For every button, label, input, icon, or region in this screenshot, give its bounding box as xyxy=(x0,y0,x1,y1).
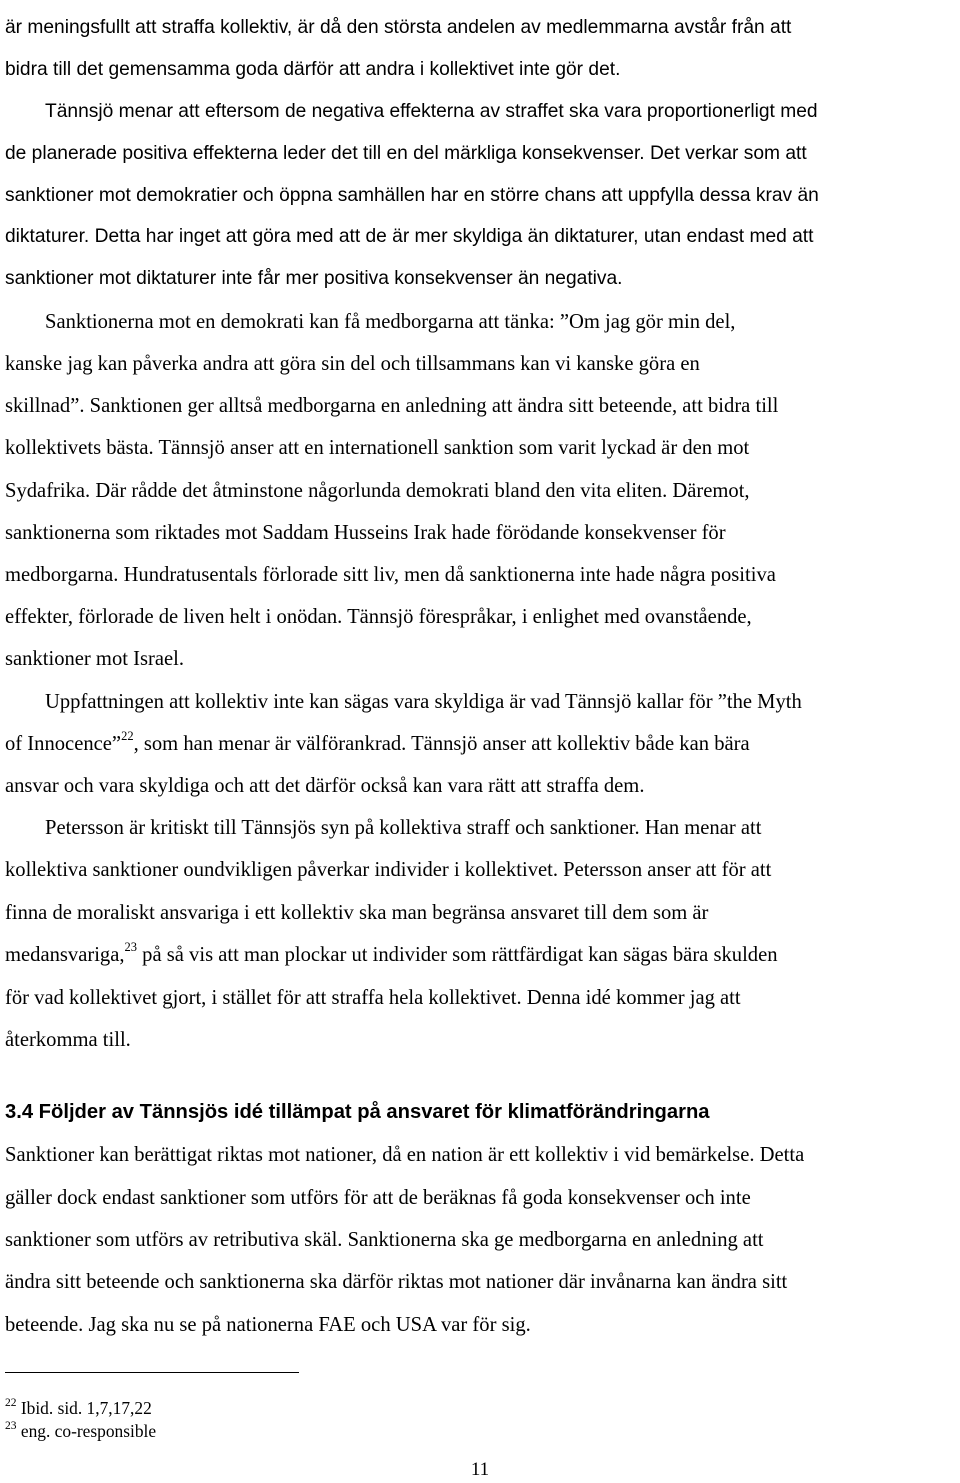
body-line xyxy=(5,563,776,587)
section-line: sanktioner som utförs av retributiva skäl. Sanktionerna ska ge medborgarna en anledning att xyxy=(5,1229,764,1251)
body-line xyxy=(5,858,771,882)
body-line xyxy=(45,690,802,714)
line-text: Petersson är kritiskt till Tännsjös syn på kollektiva straff och sanktioner. Han menar att xyxy=(45,817,762,839)
line-text: ansvar och vara skyldiga och att det därför också kan vara rätt att straffa dem. xyxy=(5,775,645,797)
line-text: kollektiva sanktioner oundvikligen påverkar individer i kollektivet. Petersson anser att för att xyxy=(5,859,772,881)
body-line xyxy=(5,352,700,376)
section-line: beteende. Jag ska nu se på nationerna FAE och USA var för sig. xyxy=(5,1314,531,1336)
line-text: sanktioner mot diktaturer inte får mer positiva konsekvenser än negativa. xyxy=(5,268,623,289)
line-text: skillnad”. Sanktionen ger alltså medborgarna en anledning att ändra sitt beteende, att bidra till xyxy=(5,395,779,417)
line-text: kanske jag kan påverka andra att göra sin del och tillsammans kan vi kanske göra en xyxy=(5,353,700,375)
body-line xyxy=(45,100,818,124)
footnote-number: 23 xyxy=(5,1420,17,1433)
line-text: finna de moraliskt ansvariga i ett kollektiv ska man begränsa ansvaret till dem som är xyxy=(5,902,709,924)
body-line xyxy=(5,267,623,291)
page-number: 11 xyxy=(470,1459,490,1480)
line-text: Sanktionerna mot en demokrati kan få medborgarna att tänka: ”Om jag gör min del, xyxy=(45,311,736,333)
body-line xyxy=(45,310,735,334)
line-text: för vad kollektivet gjort, i stället för att straffa hela kollektivet. Denna idé kommer jag att xyxy=(5,987,741,1009)
body-line xyxy=(5,479,750,503)
line-text: of Innocence” xyxy=(5,733,122,755)
body-line xyxy=(5,16,791,40)
body-line xyxy=(5,647,184,671)
line-text-continued: , som han menar är välförankrad. Tännsjö anser att kollektiv både kan bära xyxy=(133,733,750,755)
footnote xyxy=(5,1398,152,1418)
body-line xyxy=(5,774,644,798)
section-line: gäller dock endast sanktioner som utförs för att de beräknas få goda konsekvenser och inte xyxy=(5,1187,751,1209)
body-line xyxy=(45,816,761,840)
line-text: medborgarna. Hundratusentals förlorade sitt liv, men då sanktionerna inte hade några positiva xyxy=(5,564,776,586)
line-text: sanktionerna som riktades mot Saddam Husseins Irak hade förödande konsekvenser för xyxy=(5,522,726,544)
line-text: sanktioner mot Israel. xyxy=(5,648,184,670)
line-text: medansvariga, xyxy=(5,944,125,966)
body-line xyxy=(5,142,807,166)
body-line xyxy=(5,521,726,545)
line-text: kollektivets bästa. Tännsjö anser att en internationell sanktion som varit lyckad är den mot xyxy=(5,437,750,459)
line-text-continued: på så vis att man plockar ut individer som rättfärdigat kan sägas bära skulden xyxy=(137,944,778,966)
body-line xyxy=(5,225,813,249)
footnote-number: 22 xyxy=(5,1397,17,1410)
section-line: ändra sitt beteende och sanktionerna ska därför riktas mot nationer där invånarna kan ändra sitt xyxy=(5,1271,788,1293)
body-line xyxy=(5,184,819,208)
line-text: är meningsfullt att straffa kollektiv, är då den största andelen av medlemmarna avstår från att xyxy=(5,17,792,38)
body-line xyxy=(5,605,752,629)
line-text: sanktioner mot demokratier och öppna samhällen har en större chans att uppfylla dessa krav än xyxy=(5,185,819,206)
body-line xyxy=(5,58,620,82)
footnote-separator xyxy=(5,1372,299,1373)
body-line xyxy=(5,436,749,460)
body-line xyxy=(5,940,778,967)
line-text: återkomma till. xyxy=(5,1029,131,1051)
line-text: Tännsjö menar att eftersom de negativa effekterna av straffet ska vara proportionerligt med xyxy=(45,101,818,122)
footnote-ref: 22 xyxy=(121,729,134,744)
footnote-text: eng. co-responsible xyxy=(20,1421,157,1441)
body-line xyxy=(5,901,708,925)
line-text: Sydafrika. Där rådde det åtminstone någorlunda demokrati bland den vita eliten. Däremot, xyxy=(5,480,750,502)
footnote-text: Ibid. sid. 1,7,17,22 xyxy=(20,1398,152,1418)
line-text: Uppfattningen att kollektiv inte kan sägas vara skyldiga är vad Tännsjö kallar för ”the Myth xyxy=(45,691,802,713)
body-line xyxy=(5,729,750,756)
footnote-ref: 23 xyxy=(124,940,138,955)
footnote xyxy=(5,1421,156,1441)
line-text: effekter, förlorade de liven helt i onödan. Tännsjö förespråkar, i enlighet med ovanstående, xyxy=(5,606,752,628)
body-line xyxy=(5,1028,131,1052)
line-text: bidra till det gemensamma goda därför att andra i kollektivet inte gör det. xyxy=(5,59,621,80)
line-text: diktaturer. Detta har inget att göra med att de är mer skyldiga än diktaturer, utan endast med att xyxy=(5,226,814,247)
section-line: Sanktioner kan berättigat riktas mot nationer, då en nation är ett kollektiv i vid bemärkelse. Detta xyxy=(5,1144,805,1166)
line-text: de planerade positiva effekterna leder det till en del märkliga konsekvenser. Det verkar som att xyxy=(5,143,807,164)
section-heading: 3.4 Följder av Tännsjös idé tillämpat på ansvaret för klimatförändringarna xyxy=(5,1101,710,1123)
body-line xyxy=(5,394,778,418)
body-line xyxy=(5,986,741,1010)
